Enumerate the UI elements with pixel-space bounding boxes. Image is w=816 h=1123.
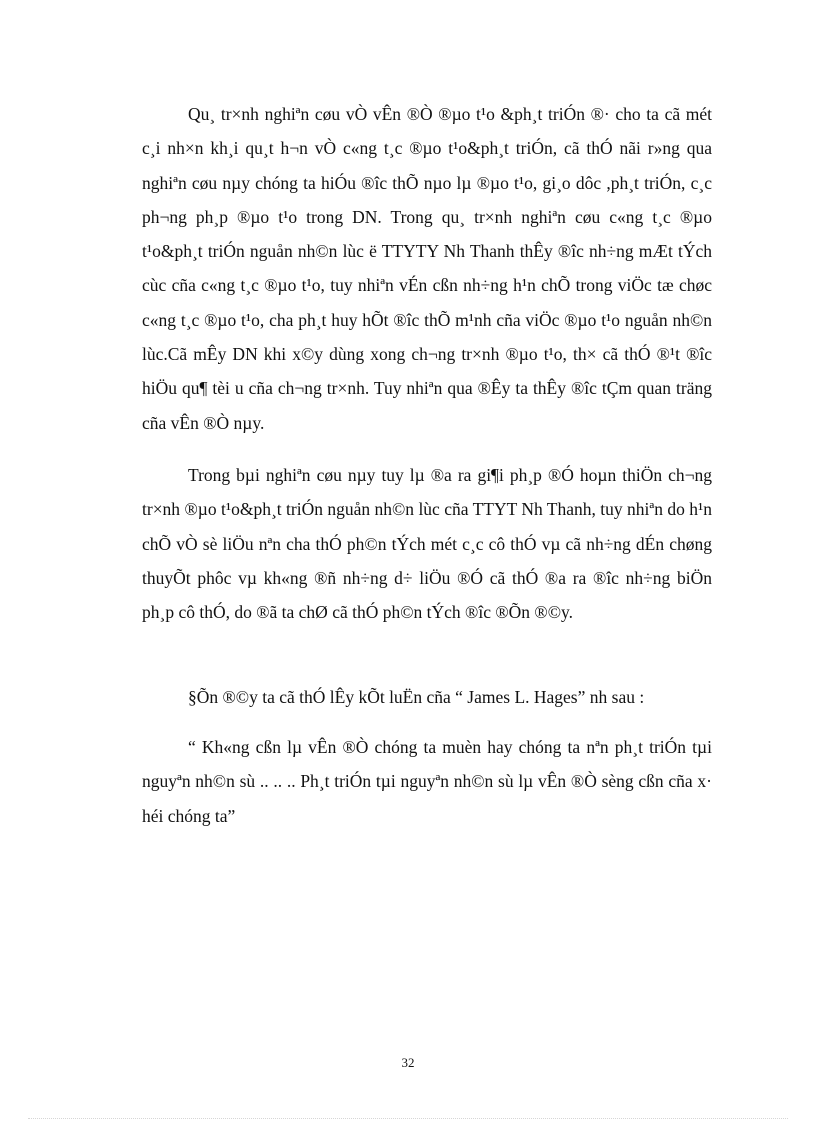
conclusion-paragraph-1: Qu¸ tr×nh nghiªn cøu vÒ vÊn ®Ò ®µo t¹o &ph¸t triÓn ®· cho ta cã mét c¸i nh×n kh¸i qu¸t h¬n vÒ c«ng t¸c ®µo t¹o&ph¸t triÓn, cã thÓ nãi r»ng qua nghiªn cøu nµy chóng ta hiÓu ®îc thÕ nµo lµ ®µo t¹o, gi¸o dôc ,ph¸t triÓn, c¸c ph¬ng ph¸p ®µo t¹o trong DN. Trong qu¸ tr×nh nghiªn cøu c«ng t¸c ®µo t¹o&ph¸t triÓn nguån nh©n lùc ë TTYTY Nh Thanh thÊy ®îc nh÷ng mÆt tÝch cùc cña c«ng t¸c ®µo t¹o, tuy nhiªn vÉn cßn nh÷ng h¹n chÕ trong viÖc tæ chøc c«ng t¸c ®µo t¹o, cha ph¸t huy hÕt ®îc thÕ m¹nh cña viÖc ®µo t¹o nguån nh©n lùc.Cã mÊy DN khi x©y dùng xong ch¬ng tr×nh ®µo t¹o, th× cã thÓ ®¹t ®îc hiÖu qu¶ tèi u cña ch¬ng tr×nh. Tuy nhiªn qua ®Êy ta thÊy ®îc tÇm quan träng cña vÊn ®Ò nµy. [142,104,712,433]
conclusion-paragraph-2: Trong bµi nghiªn cøu nµy tuy lµ ®a ra gi¶i ph¸p ®Ó hoµn thiÖn ch¬ng tr×nh ®µo t¹o&ph¸t triÓn nguån nh©n lùc cña TTYT Nh Thanh, tuy nhiªn do h¹n chÕ vÒ sè liÖu nªn cha thÓ ph©n tÝch mét c¸c cô thÓ vµ cã nh÷ng dÉn chøng thuyÕt phôc vµ kh«ng ®ñ nh÷ng d÷ liÖu ®Ó cã thÓ ®a ra ®îc nh÷ng biÖn ph¸p cô thÓ, do ®ã ta chØ cã thÓ ph©n tÝch ®îc ®Õn ®©y. [142,465,712,623]
quote-intro-paragraph: §Õn ®©y ta cã thÓ lÊy kÕt luËn cña “ James L. Hages” nh sau : [188,687,645,707]
bottom-divider [28,1118,788,1119]
page-number: 32 [401,1055,415,1070]
quote-paragraph: “ Kh«ng cßn lµ vÊn ®Ò chóng ta muèn hay chóng ta nªn ph¸t triÓn tµi nguyªn nh©n sù .. .. .. Ph¸t triÓn tµi nguyªn nh©n sù lµ vÊn ®Ò sèng cßn cña x· héi chóng ta” [142,737,712,826]
